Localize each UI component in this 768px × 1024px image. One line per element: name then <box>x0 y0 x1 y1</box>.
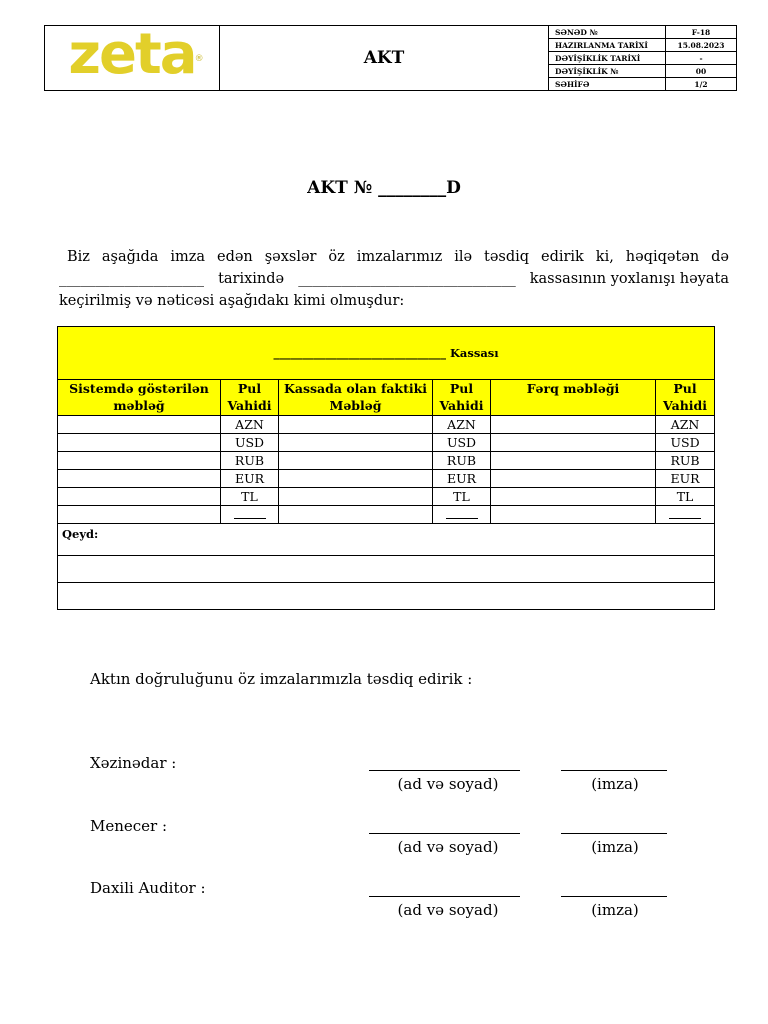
currency-cell: USD <box>221 434 279 452</box>
name-line[interactable] <box>369 770 520 771</box>
amount-cell[interactable] <box>58 470 221 488</box>
amount-cell[interactable] <box>279 470 433 488</box>
meta-value: 00 <box>666 65 737 78</box>
currency-cell: TL <box>221 488 279 506</box>
meta-label: SƏHİFƏ <box>555 79 590 89</box>
currency-blank[interactable] <box>669 508 701 519</box>
note-line[interactable] <box>58 583 715 610</box>
signature-caption: (imza) <box>591 775 639 793</box>
currency-cell: RUB <box>433 452 491 470</box>
logo-cell <box>45 22 220 91</box>
meta-cell <box>549 26 737 91</box>
kassa-title[interactable]: ______________________________ Kassası <box>58 327 715 380</box>
currency-cell: AZN <box>433 416 491 434</box>
inspection-text: kassasının yoxlanışı həyata <box>529 271 729 287</box>
document-header <box>44 22 737 91</box>
paragraph-line-2 <box>59 268 729 290</box>
date-blank[interactable]: ____________________ <box>59 271 204 287</box>
amount-cell[interactable] <box>58 434 221 452</box>
currency-cell: RUB <box>221 452 279 470</box>
header-actual-amount: Kassada olan faktiki Məbləğ <box>279 380 433 416</box>
intro-paragraph <box>59 246 729 312</box>
amount-cell[interactable] <box>58 416 221 434</box>
signature-caption: (imza) <box>591 901 639 919</box>
amount-cell[interactable] <box>279 434 433 452</box>
amount-cell[interactable] <box>279 416 433 434</box>
table-row <box>58 434 715 452</box>
cash-count-table <box>57 326 715 610</box>
signature-line[interactable] <box>561 896 667 897</box>
date-label: tarixində <box>218 271 285 287</box>
table-row <box>58 488 715 506</box>
header-system-amount: Sistemdə göstərilən məbləğ <box>58 380 221 416</box>
currency-cell: RUB <box>656 452 715 470</box>
amount-cell[interactable] <box>491 434 656 452</box>
header-title: AKT <box>220 26 549 91</box>
meta-label: SƏNƏD № <box>549 26 666 39</box>
name-line[interactable] <box>369 833 520 834</box>
name-caption: (ad və soyad) <box>397 775 499 793</box>
table-row <box>58 416 715 434</box>
table-row <box>58 470 715 488</box>
meta-value: 15.08.2023 <box>666 39 737 52</box>
currency-cell: EUR <box>656 470 715 488</box>
zeta-logo: zeta ® <box>68 22 204 87</box>
currency-cell: AZN <box>656 416 715 434</box>
currency-blank[interactable] <box>234 508 266 519</box>
currency-cell: TL <box>433 488 491 506</box>
header-currency: Pul Vahidi <box>433 380 491 416</box>
signature-line[interactable] <box>561 770 667 771</box>
currency-cell: EUR <box>433 470 491 488</box>
currency-cell: USD <box>656 434 715 452</box>
confirm-text: Aktın doğruluğunu öz imzalarımızla təsdiq edirik : <box>90 670 473 688</box>
meta-label: HAZIRLANMA TARİXİ <box>549 39 666 52</box>
role-manager: Menecer : <box>90 817 168 835</box>
meta-value: - <box>666 52 737 65</box>
signature-caption: (imza) <box>591 838 639 856</box>
currency-cell: USD <box>433 434 491 452</box>
amount-cell[interactable] <box>491 506 656 524</box>
currency-cell: EUR <box>221 470 279 488</box>
akt-title: AKT № ________D <box>307 178 461 198</box>
note-label[interactable]: Qeyd: <box>58 524 715 556</box>
note-line[interactable] <box>58 556 715 583</box>
currency-blank-cell[interactable] <box>433 506 491 524</box>
meta-label: DƏYİŞİKLİK № <box>549 65 666 78</box>
amount-cell[interactable] <box>279 452 433 470</box>
cashier-blank[interactable]: ______________________________ <box>298 271 516 287</box>
amount-cell[interactable] <box>491 416 656 434</box>
table-row <box>58 452 715 470</box>
currency-cell: TL <box>656 488 715 506</box>
table-row <box>58 506 715 524</box>
paragraph-line-3: keçirilmiş və nəticəsi aşağıdakı kimi olmuşdur: <box>59 293 405 309</box>
meta-table <box>549 26 736 90</box>
meta-value: 1/2 <box>666 78 737 91</box>
header-currency: Pul Vahidi <box>656 380 715 416</box>
amount-cell[interactable] <box>491 470 656 488</box>
registered-mark: ® <box>194 54 204 64</box>
role-internal-auditor: Daxili Auditor : <box>90 879 206 897</box>
amount-cell[interactable] <box>279 506 433 524</box>
amount-cell[interactable] <box>491 452 656 470</box>
header-currency: Pul Vahidi <box>221 380 279 416</box>
amount-cell[interactable] <box>58 488 221 506</box>
amount-cell[interactable] <box>58 452 221 470</box>
role-treasurer: Xəzinədar : <box>90 754 177 772</box>
amount-cell[interactable] <box>58 506 221 524</box>
name-line[interactable] <box>369 896 520 897</box>
name-caption: (ad və soyad) <box>397 838 499 856</box>
currency-blank[interactable] <box>446 508 478 519</box>
name-caption: (ad və soyad) <box>397 901 499 919</box>
signature-line[interactable] <box>561 833 667 834</box>
currency-cell: AZN <box>221 416 279 434</box>
header-difference: Fərq məbləği <box>491 380 656 416</box>
amount-cell[interactable] <box>279 488 433 506</box>
meta-value: F-18 <box>666 26 737 39</box>
currency-blank-cell[interactable] <box>656 506 715 524</box>
amount-cell[interactable] <box>491 488 656 506</box>
meta-label: DƏYİŞİKLİK TARİXİ <box>549 52 666 65</box>
paragraph-line-1: Biz aşağıda imza edən şəxslər öz imzalarımız ilə təsdiq edirik ki, həqiqətən də <box>67 249 729 265</box>
currency-blank-cell[interactable] <box>221 506 279 524</box>
